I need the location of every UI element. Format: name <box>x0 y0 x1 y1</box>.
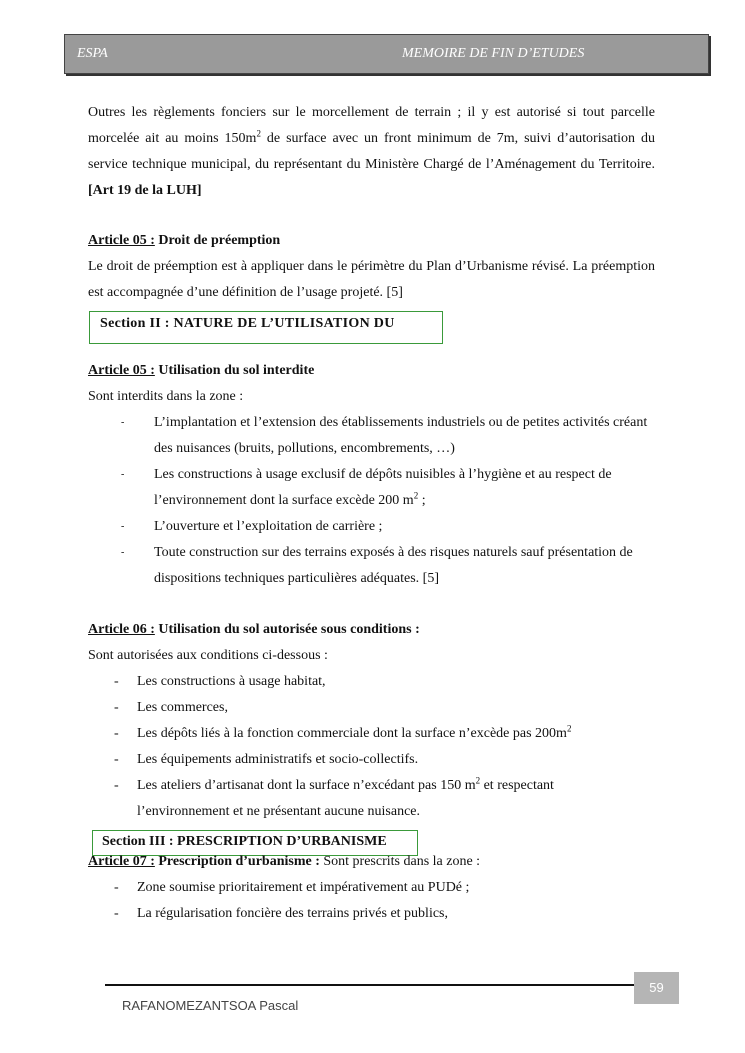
intro-paragraph <box>88 100 655 204</box>
bullet-dash: - <box>114 700 119 715</box>
article-05b-heading <box>88 358 655 384</box>
autorisees-list <box>114 669 627 825</box>
list-item-text: Les dépôts liés à la fonction commerciale dont la surface n’excède pas 200m <box>137 726 567 741</box>
article-title: Prescription d’urbanisme : <box>154 854 320 869</box>
list-item <box>114 747 627 773</box>
list-item-text: Les constructions à usage habitat, <box>137 674 326 689</box>
section-2-box: Section II : NATURE DE L’UTILISATION DU <box>89 311 443 344</box>
list-item <box>121 462 656 514</box>
bullet-dash: - <box>114 752 119 767</box>
article-06-heading <box>88 617 655 643</box>
intro-text: Outres les règlements fonciers sur le morcellement de terrain ; il y est autorisé si tout parcelle morcelée ait au moins 150m <box>88 105 655 146</box>
list-item-sup: 2 <box>566 723 572 734</box>
list-item-text: L’ouverture et l’exploitation de carrière ; <box>154 519 383 534</box>
list-item-text: Toute construction sur des terrains exposés à des risques naturels sauf présentation de dispositions techniques particulières adéquates. [5] <box>154 545 633 586</box>
bullet-dash: - <box>114 726 119 741</box>
header-school: ESPA <box>77 46 108 61</box>
list-item <box>114 669 627 695</box>
article-title: Droit de préemption <box>154 233 281 248</box>
article-label: Article 05 : <box>88 233 155 248</box>
bullet-dash: - <box>121 547 125 558</box>
list-item-text: Les ateliers d’artisanat dont la surface n’excédant pas 150 m <box>137 778 476 793</box>
list-item <box>114 773 627 825</box>
article-05-heading <box>88 228 655 254</box>
list-item-tail: ; <box>418 493 426 508</box>
page-number: 59 <box>634 972 679 1004</box>
article-title: Utilisation du sol interdite <box>154 363 315 378</box>
intro-ref: [Art 19 de la LUH] <box>88 183 202 198</box>
list-item <box>121 514 656 540</box>
list-item-text: Les équipements administratifs et socio-collectifs. <box>137 752 419 767</box>
list-item <box>114 901 627 927</box>
bullet-dash: - <box>114 906 119 921</box>
list-item <box>114 721 627 747</box>
article-05b-intro: Sont interdits dans la zone : <box>88 389 244 404</box>
list-item-text: La régularisation foncière des terrains privés et publics, <box>137 906 448 921</box>
footer-author: RAFANOMEZANTSOA Pascal <box>122 998 299 1013</box>
prescrits-list <box>114 875 627 927</box>
bullet-dash: - <box>114 880 119 895</box>
intro-text2: de surface avec un front minimum de 7m, suivi d’autorisation du service technique municipal, du représentant du Ministère Chargé de l’Aménagement du Territoire. <box>88 131 655 172</box>
article-title: Utilisation du sol autorisée sous conditions : <box>154 622 420 637</box>
list-item-text: L’implantation et l’extension des établissements industriels ou de petites activités créant des nuisances (bruits, pollutions, encombrements, …) <box>154 415 648 456</box>
list-item-sup: 2 <box>413 490 419 501</box>
intro-sup: 2 <box>256 128 261 139</box>
article-label: Article 07 : <box>88 854 155 869</box>
bullet-dash: - <box>121 469 125 480</box>
bullet-dash: - <box>114 778 119 793</box>
article-07-text: Sont prescrits dans la zone : <box>319 854 481 869</box>
article-07-heading <box>88 849 655 875</box>
header-title: MEMOIRE DE FIN D’ETUDES <box>402 46 585 61</box>
list-item <box>121 540 656 592</box>
interdits-list <box>121 410 656 592</box>
bullet-dash: - <box>121 521 125 532</box>
list-item-tail: et respectant l’environnement et ne présentant aucune nuisance. <box>137 778 554 819</box>
footer-rule <box>105 984 635 986</box>
bullet-dash: - <box>114 674 119 689</box>
list-item-text: Les commerces, <box>137 700 228 715</box>
list-item-text: Zone soumise prioritairement et impérativement au PUDé ; <box>137 880 470 895</box>
section-3-box: Section III : PRESCRIPTION D’URBANISME <box>92 830 418 856</box>
list-item-text: Les constructions à usage exclusif de dépôts nuisibles à l’hygiène et au respect de l’environnement dont la surface excède 200 m <box>154 467 612 508</box>
list-item <box>114 695 627 721</box>
list-item <box>121 410 656 462</box>
list-item-sup: 2 <box>475 775 481 786</box>
article-05-text: Le droit de préemption est à appliquer dans le périmètre du Plan d’Urbanisme révisé. La préemption est accompagnée d’une définition de l’usage projeté. [5] <box>88 259 655 300</box>
list-item <box>114 875 627 901</box>
article-label: Article 06 : <box>88 622 155 637</box>
bullet-dash: - <box>121 417 125 428</box>
page-header <box>64 34 709 74</box>
article-label: Article 05 : <box>88 363 155 378</box>
article-06-intro: Sont autorisées aux conditions ci-dessous : <box>88 648 328 663</box>
